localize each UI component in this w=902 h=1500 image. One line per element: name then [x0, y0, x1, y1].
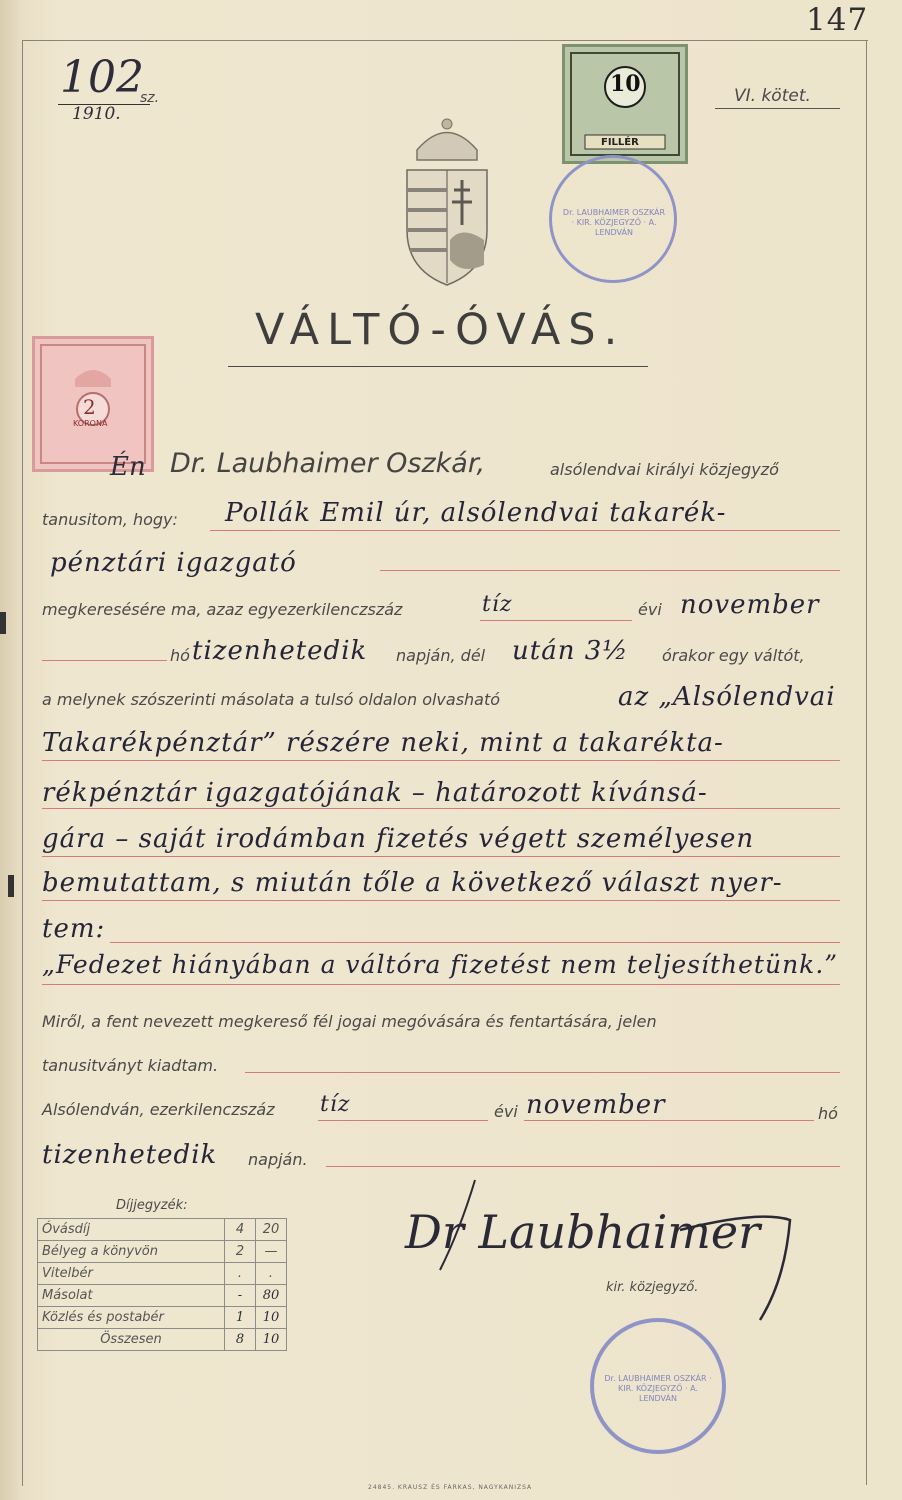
fee-korona: - — [225, 1285, 256, 1307]
line4-hand: tíz — [482, 592, 513, 617]
fee-label: Közlés és postabér — [38, 1307, 225, 1329]
line10-rule — [42, 900, 840, 901]
fee-label: Másolat — [38, 1285, 225, 1307]
line10-hand: bemutattam, s miután tőle a következő választ nyer- — [42, 868, 783, 898]
fee-korona: . — [225, 1263, 256, 1285]
page-frame-right — [866, 40, 867, 1485]
line15-print2: évi — [494, 1102, 518, 1121]
notary-seal-top — [549, 155, 677, 283]
volume-rule — [715, 108, 840, 109]
line6-hand: az „Alsólendvai — [618, 682, 836, 712]
line15-print: Alsólendván, ezerkilenczszáz — [42, 1100, 275, 1119]
fee-korona: 2 — [225, 1241, 256, 1263]
red-stamp-text: KORONA — [73, 419, 108, 428]
line13-print: Miről, a fent nevezett megkereső fél jogai megóvására és fentartására, jelen — [42, 1012, 657, 1031]
line15-print3: hó — [818, 1104, 838, 1123]
line4-print: megkeresésére ma, azaz egyezerkilenczszáz — [42, 600, 403, 619]
fee-row — [38, 1307, 287, 1329]
line3-rule — [380, 570, 840, 571]
line4-rule1 — [480, 620, 632, 621]
line4-hand2: november — [680, 590, 820, 620]
fee-row — [38, 1241, 287, 1263]
fee-row — [38, 1263, 287, 1285]
line9-rule — [42, 856, 840, 857]
line8-hand: rékpénztár igazgatójának – határozott kívánsá- — [42, 778, 708, 808]
line11-rule — [110, 942, 840, 943]
binding-mark — [0, 612, 6, 634]
entry-suffix: sz. — [140, 90, 160, 106]
title-rule — [228, 366, 648, 367]
line12-hand: „Fedezet hiányában a váltóra fizetést nem teljesíthetünk.” — [42, 950, 839, 979]
line1-hand-prefix: Én — [110, 452, 146, 482]
seal-bottom-text: Dr. LAUBHAIMER OSZKÁR · KIR. KÖZJEGYZŐ · A. LENDVÁN — [604, 1374, 712, 1403]
line6-print: a melynek szószerinti másolata a tulsó oldalon olvasható — [42, 690, 501, 709]
entry-number: 102 — [60, 52, 144, 103]
notary-signature: Dr Laubhaimer — [405, 1205, 761, 1259]
line4-print2: évi — [638, 600, 662, 619]
fee-label: Bélyeg a könyvön — [38, 1241, 225, 1263]
red-stamp-value: 2 — [83, 395, 96, 419]
fee-korona: 8 — [225, 1329, 256, 1351]
line12-rule — [42, 984, 840, 985]
document-title: VÁLTÓ-ÓVÁS. — [255, 305, 626, 355]
line2-rule — [210, 530, 840, 531]
line16-hand: tizenhetedik — [42, 1140, 218, 1170]
line5-hand: tizenhetedik — [192, 636, 368, 666]
fee-row — [38, 1285, 287, 1307]
line15-rule1 — [318, 1120, 488, 1121]
line14-print: tanusitványt kiadtam. — [42, 1056, 219, 1075]
volume-label: VI. kötet. — [734, 86, 811, 106]
line5-print3: órakor egy váltót, — [662, 646, 805, 665]
signature-flourish-icon — [400, 1170, 800, 1330]
seal-top-text: Dr. LAUBHAIMER OSZKÁR · KIR. KÖZJEGYZŐ · A. LENDVÁN — [562, 208, 666, 237]
entry-year: 1910. — [72, 104, 121, 124]
green-stamp-value: 10 — [610, 71, 641, 97]
line11-hand: tem: — [42, 914, 106, 944]
line1-print2: alsólendvai királyi közjegyző — [550, 460, 779, 479]
fee-filler: 80 — [256, 1285, 287, 1307]
line2-print: tanusitom, hogy: — [42, 510, 178, 529]
fee-filler: 10 — [256, 1329, 287, 1351]
fee-filler: 10 — [256, 1307, 287, 1329]
line16-print: napján. — [248, 1150, 308, 1169]
fee-label: Óvásdíj — [38, 1219, 225, 1241]
line5-hand2: után 3½ — [512, 636, 629, 666]
printer-imprint: 24845. KRAUSZ ÉS FARKAS, NAGYKANIZSA — [368, 1484, 533, 1491]
fee-filler: . — [256, 1263, 287, 1285]
fees-table — [37, 1218, 287, 1351]
line2-hand: Pollák Emil úr, alsólendvai takarék- — [225, 498, 727, 528]
line16-rule — [326, 1166, 840, 1167]
coat-of-arms-icon — [392, 110, 502, 290]
fee-row-total — [38, 1329, 287, 1351]
fee-label: Összesen — [38, 1329, 225, 1351]
line8-rule — [42, 808, 840, 809]
fee-label: Vitelbér — [38, 1263, 225, 1285]
fee-filler: 20 — [256, 1219, 287, 1241]
line7-rule — [42, 760, 840, 761]
fee-korona: 1 — [225, 1307, 256, 1329]
fee-korona: 4 — [225, 1219, 256, 1241]
signature-role: kir. közjegyző. — [606, 1280, 699, 1295]
notary-seal-bottom — [590, 1318, 726, 1454]
line15-rule2 — [524, 1120, 814, 1121]
binding-mark — [8, 875, 14, 897]
fees-title: Díjjegyzék: — [116, 1198, 188, 1213]
line5-rule0 — [42, 660, 167, 661]
green-revenue-stamp — [562, 44, 688, 164]
line5-print2: napján, dél — [396, 646, 486, 665]
line15-hand2: november — [526, 1090, 666, 1120]
line5-print: hó — [170, 646, 190, 665]
notary-name: Dr. Laubhaimer Oszkár, — [170, 448, 486, 479]
line14-rule — [245, 1072, 840, 1073]
fee-filler: — — [256, 1241, 287, 1263]
page-number: 147 — [806, 2, 869, 38]
line7-hand: Takarékpénztár” részére neki, mint a takarékta- — [42, 728, 724, 758]
line3-hand: pénztári igazgató — [50, 548, 297, 578]
fee-row — [38, 1219, 287, 1241]
green-stamp-text: FILLÉR — [601, 137, 639, 148]
line15-hand: tíz — [320, 1092, 351, 1117]
line9-hand: gára – saját irodámban fizetés végett személyesen — [42, 824, 755, 854]
